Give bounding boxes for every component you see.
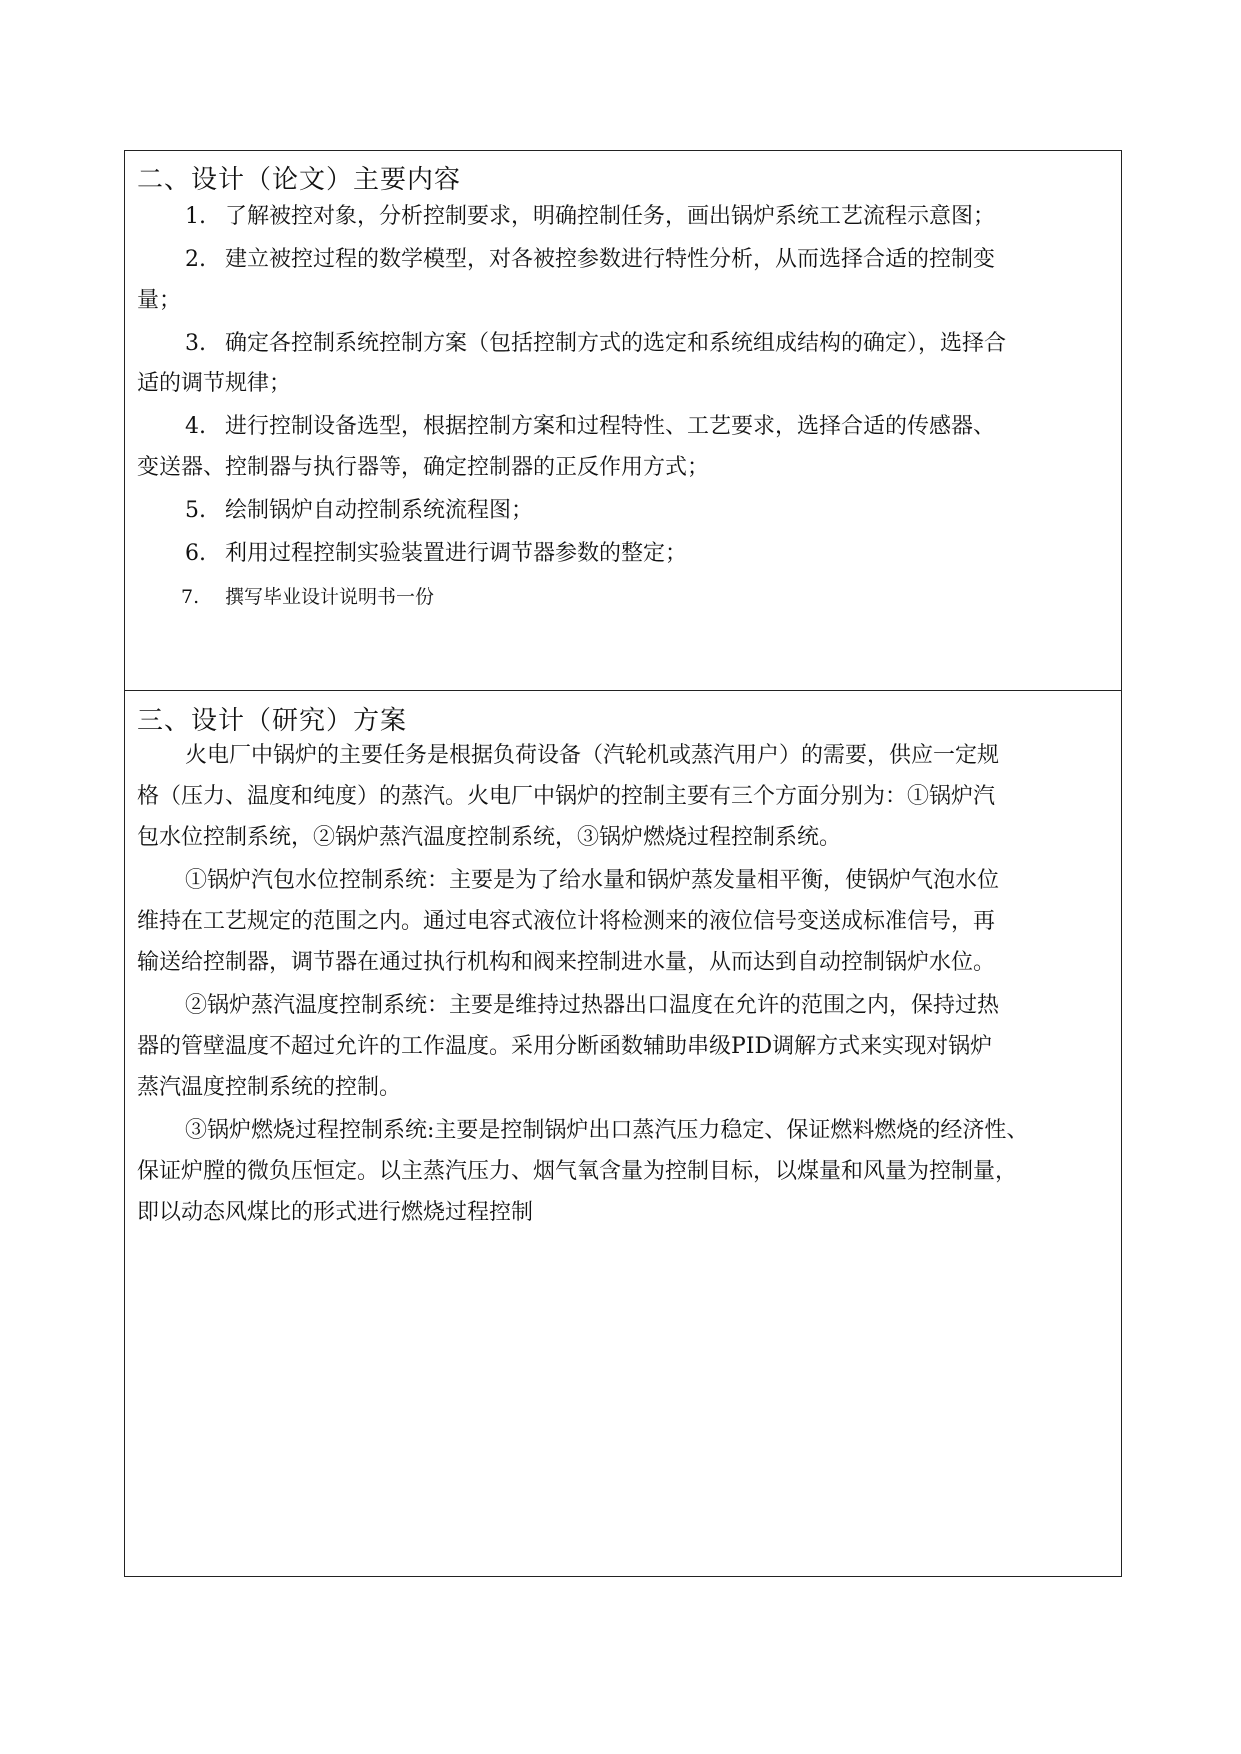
item-number: 3. — [185, 331, 206, 356]
item-number: 7. — [181, 586, 200, 608]
plan-paragraph-2-line-3: 输送给控制器，调节器在通过执行机构和阀来控制进水量，从而达到自动控制锅炉水位。 — [137, 950, 996, 975]
content-item-5 — [185, 496, 533, 526]
content-item-6 — [185, 539, 687, 569]
plan-paragraph-4-line-1: ③锅炉燃烧过程控制系统:主要是控制锅炉出口蒸汽压力稳定、保证燃料燃烧的经济性、 — [185, 1118, 1029, 1143]
plan-paragraph-4-line-3: 即以动态风煤比的形式进行燃烧过程控制 — [137, 1200, 534, 1225]
item-text: 确定各控制系统控制方案（包括控制方式的选定和系统组成结构的确定），选择合 — [225, 331, 1007, 356]
plan-paragraph-2-line-2: 维持在工艺规定的范围之内。通过电容式液位计将检测来的液位信号变送成标准信号，再 — [137, 909, 996, 934]
item-text: 进行控制设备选型，根据控制方案和过程特性、工艺要求，选择合适的传感器、 — [225, 414, 996, 439]
content-item-3 — [185, 329, 1006, 359]
item-text: 撰写毕业设计说明书一份 — [225, 586, 435, 608]
plan-paragraph-4-line-2: 保证炉膛的微负压恒定。以主蒸汽压力、烟气氧含量为控制目标，以煤量和风量为控制量， — [137, 1159, 1018, 1184]
plan-paragraph-3-line-3: 蒸汽温度控制系统的控制。 — [137, 1075, 402, 1100]
content-item-2-cont: 量； — [137, 288, 182, 313]
plan-paragraph-1-line-2: 格（压力、温度和纯度）的蒸汽。火电厂中锅炉的控制主要有三个方面分别为：①锅炉汽 — [137, 784, 996, 809]
plan-paragraph-2-line-1: ①锅炉汽包水位控制系统：主要是为了给水量和锅炉蒸发量相平衡，使锅炉气泡水位 — [185, 868, 1000, 893]
content-item-7 — [181, 582, 434, 612]
section-design-content — [125, 151, 1121, 691]
item-number: 6. — [185, 541, 206, 566]
form-table — [124, 150, 1122, 1577]
item-text: 利用过程控制实验装置进行调节器参数的整定； — [225, 541, 688, 566]
plan-paragraph-1-line-3: 包水位控制系统，②锅炉蒸汽温度控制系统，③锅炉燃烧过程控制系统。 — [137, 825, 842, 850]
content-item-4 — [185, 412, 995, 442]
content-item-3-cont: 适的调节规律； — [137, 371, 292, 396]
section-heading: 三、设计（研究）方案 — [137, 706, 408, 736]
section-design-plan — [125, 691, 1121, 1576]
item-number: 4. — [185, 414, 206, 439]
item-text: 绘制锅炉自动控制系统流程图； — [225, 498, 534, 523]
content-item-4-cont: 变送器、控制器与执行器等，确定控制器的正反作用方式； — [137, 455, 710, 480]
item-number: 1. — [185, 204, 206, 229]
plan-paragraph-3-line-2: 器的管壁温度不超过允许的工作温度。采用分断函数辅助串级PID调解方式来实现对锅炉 — [137, 1034, 993, 1059]
item-number: 2. — [185, 247, 206, 272]
item-text: 建立被控过程的数学模型，对各被控参数进行特性分析，从而选择合适的控制变 — [225, 247, 996, 272]
item-text: 了解被控对象，分析控制要求，明确控制任务，画出锅炉系统工艺流程示意图； — [225, 204, 996, 229]
section-heading: 二、设计（论文）主要内容 — [137, 165, 462, 195]
plan-paragraph-3-line-1: ②锅炉蒸汽温度控制系统：主要是维持过热器出口温度在允许的范围之内，保持过热 — [185, 993, 1000, 1018]
content-item-2 — [185, 245, 995, 275]
item-number: 5. — [185, 498, 206, 523]
content-item-1 — [185, 202, 995, 232]
plan-paragraph-1-line-1: 火电厂中锅炉的主要任务是根据负荷设备（汽轮机或蒸汽用户）的需要，供应一定规 — [185, 743, 1000, 768]
